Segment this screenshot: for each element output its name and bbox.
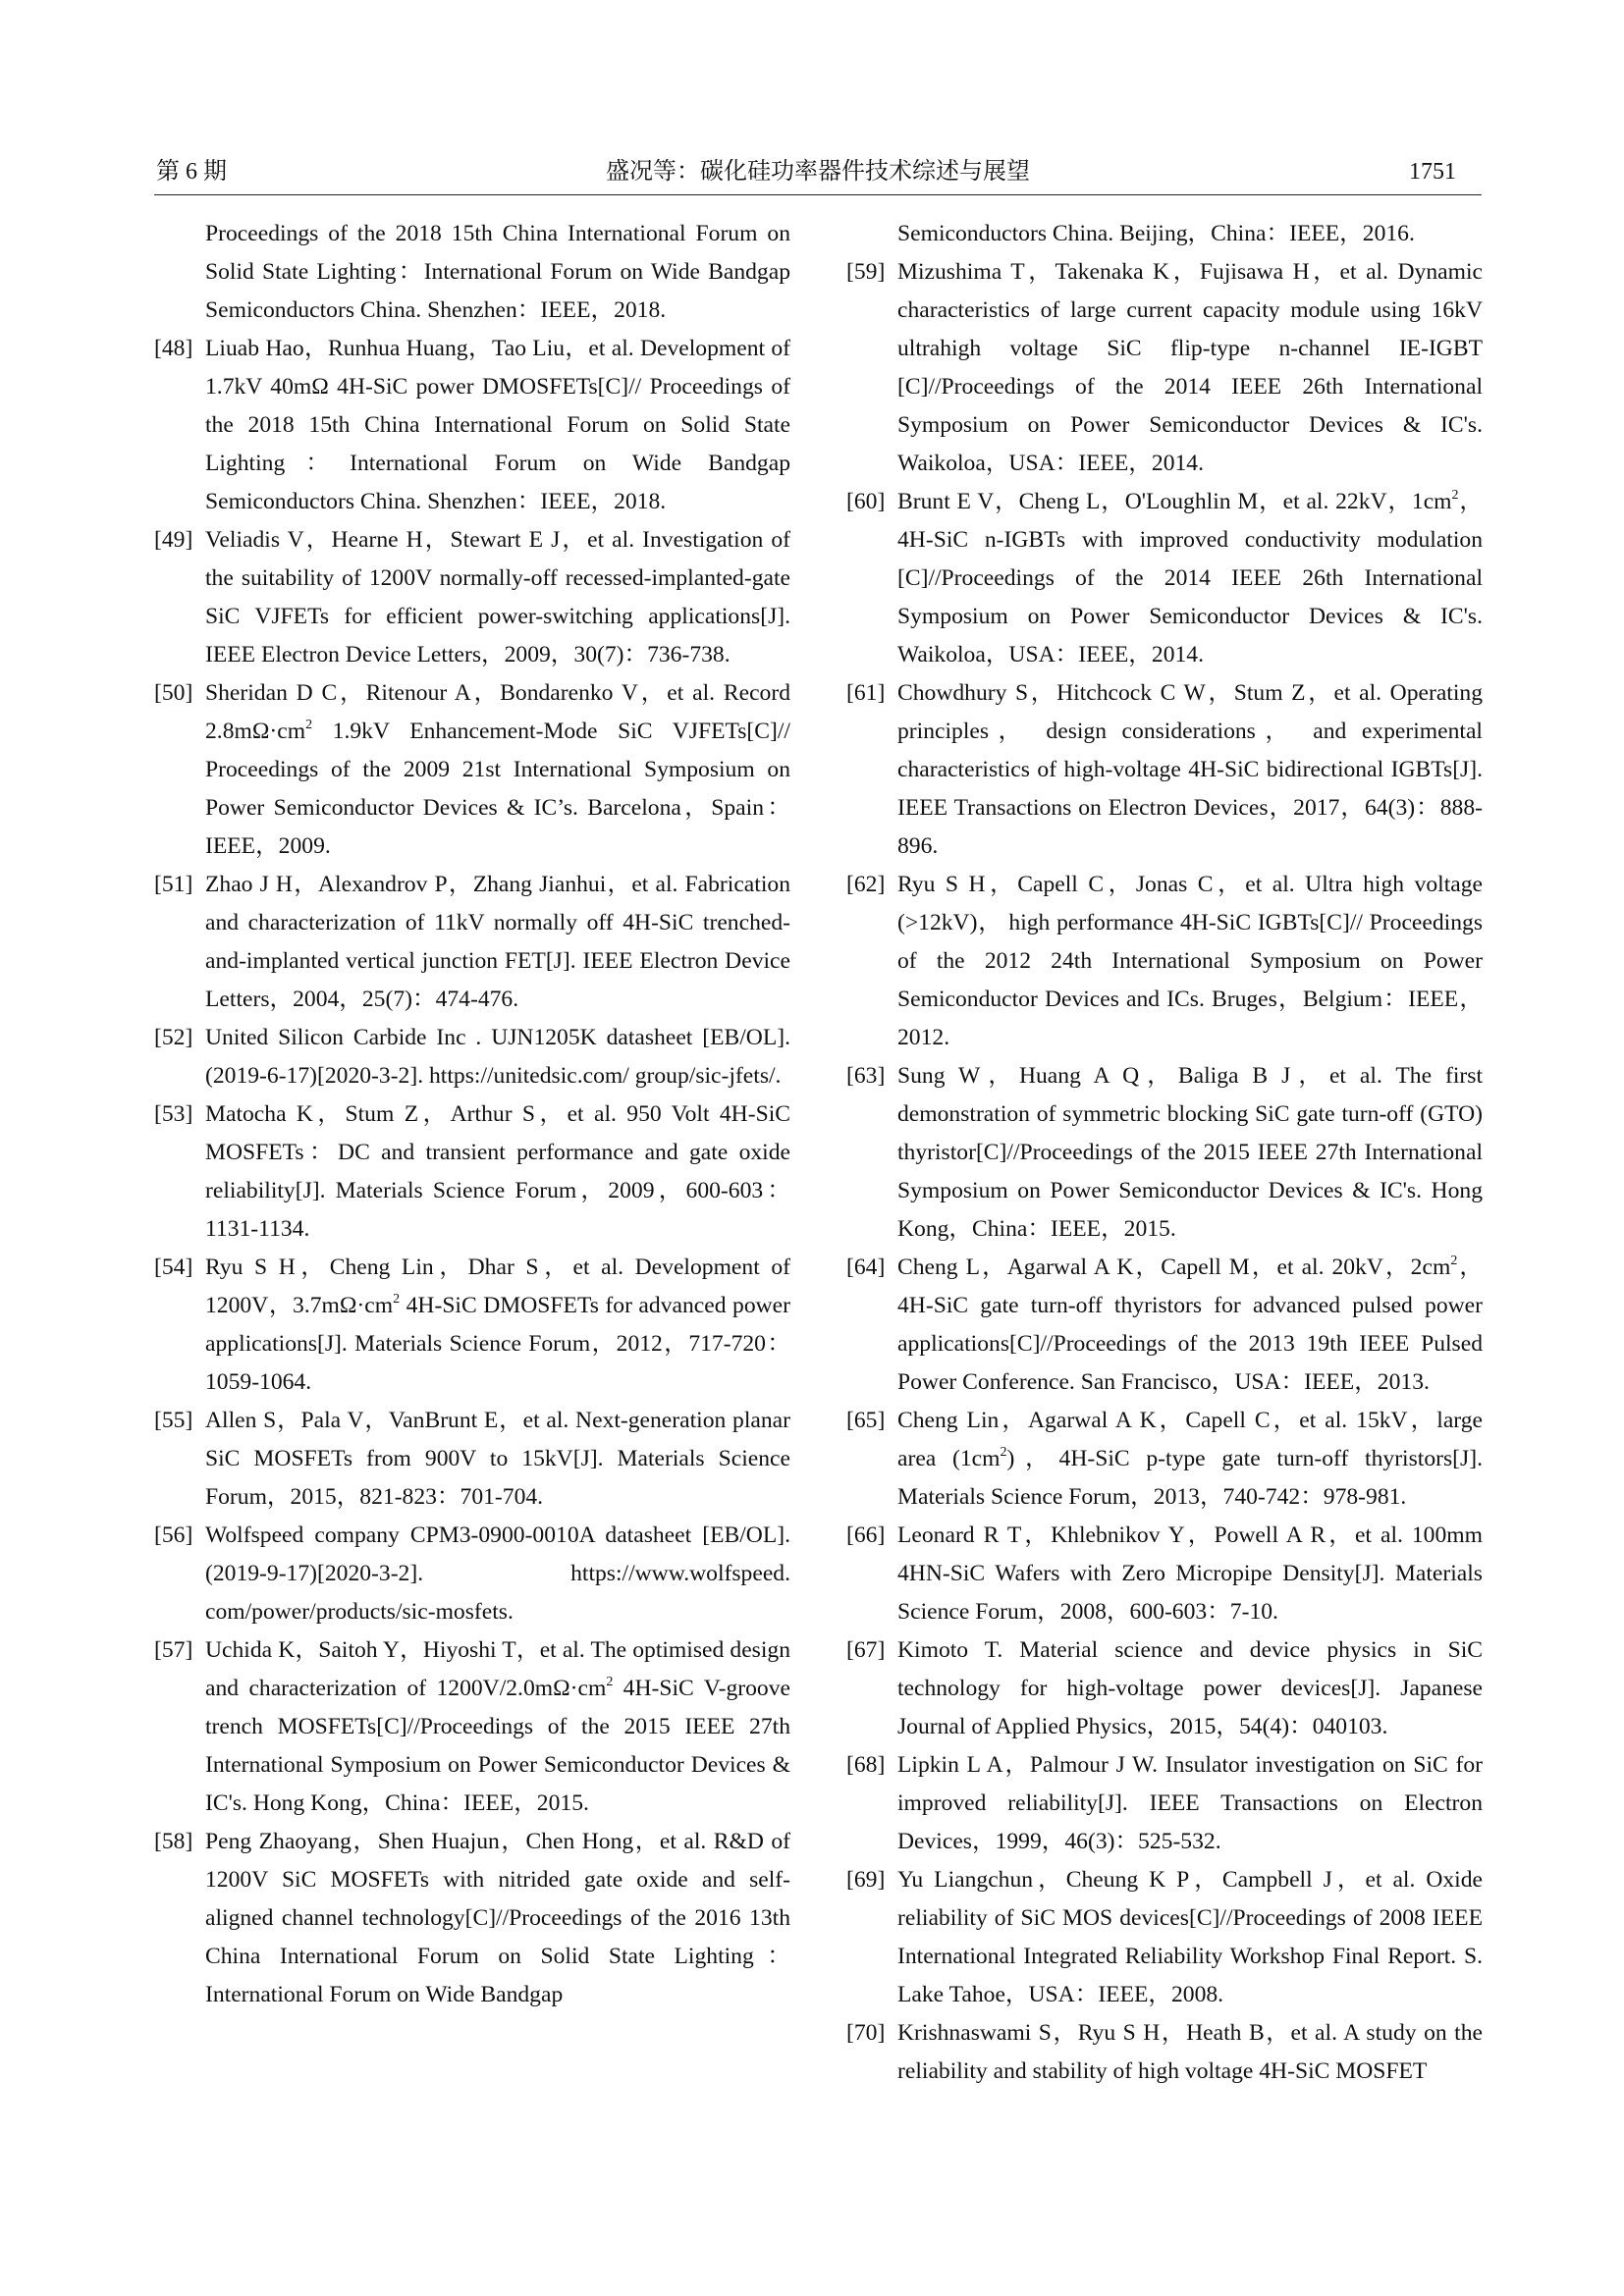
reference-entry: [154, 1095, 790, 1249]
reference-text: Semiconductors China. Beijing，China：IEEE，2016.: [897, 221, 1415, 246]
reference-number: [64]: [846, 1255, 886, 1280]
reference-text: Uchida K，Saitoh Y，Hiyoshi T，et al. The optimised design and characterization of $1200V/2.0m\Omega\cdot cm^2$ 4H-SiC V-groove trench MOSFETs[C]//Proceedings of the 2015 IEEE 27th International Symposium on Power Semiconductor Devices & IC's. Hong Kong，China：IEEE，2015.: [205, 1637, 790, 1816]
reference-text: Yu Liangchun，Cheung K P，Campbell J，et al. Oxide reliability of SiC MOS devices[C]//Proceedings of 2008 IEEE International Integrated Reliability Workshop Final Report. S. Lake Tahoe，USA：IEEE，2008.: [897, 1867, 1483, 2007]
reference-number: [53]: [154, 1101, 193, 1127]
left-reference-column: [154, 215, 790, 2014]
reference-entry: [846, 1746, 1483, 1861]
issue-label: 第 6 期: [156, 159, 227, 185]
reference-text: Mizushima T，Takenaka K，Fujisawa H，et al. Dynamic characteristics of large current capacity module using 16kV ultrahigh voltage SiC flip-type n-channel IE-IGBT [C]//Proceedings of the 2014 IEEE 26th International Symposium on Power Semiconductor Devices & IC's. Waikoloa，USA：IEEE，2014.: [897, 259, 1483, 476]
reference-text: Wolfspeed company CPM3-0900-0010A datasheet [EB/OL]. (2019-9-17)[2020-3-2]. https://www.wolfspeed. com/power/products/sic-mosfets.: [205, 1522, 790, 1625]
reference-entry: [154, 215, 790, 330]
reference-number: [66]: [846, 1522, 886, 1548]
reference-number: [70]: [846, 2020, 886, 2046]
reference-number: [67]: [846, 1637, 886, 1663]
reference-text: Sheridan D C，Ritenour A，Bondarenko V，et al. Record $2.8m\Omega\cdot cm^2$ 1.9kV Enhancement-Mode SiC VJFETs[C]// Proceedings of the 2009 21st International Symposium on Power Semiconductor Devices & IC’s. Barcelona，Spain：IEEE，2009.: [205, 680, 790, 859]
reference-entry: [846, 253, 1483, 483]
reference-text: Matocha K，Stum Z，Arthur S，et al. 950 Volt 4H-SiC MOSFETs：DC and transient performance and gate oxide reliability[J]. Materials Science Forum，2009，600-603：1131-1134.: [205, 1101, 790, 1242]
reference-text: Cheng Lin，Agarwal A K，Capell C，et al. 15kV，large area $(1cm^2)$，4H-SiC p-type gate turn-off thyristors[J]. Materials Science Forum，2013，740-742：978-981.: [897, 1408, 1483, 1510]
reference-entry: [846, 1861, 1483, 2014]
reference-entry: [846, 1057, 1483, 1249]
reference-entry: [846, 2014, 1483, 2091]
page-number: 1751: [1409, 159, 1456, 185]
reference-number: [58]: [154, 1829, 193, 1854]
reference-text: Peng Zhaoyang，Shen Huajun，Chen Hong，et al. R&D of 1200V SiC MOSFETs with nitrided gate oxide and self-aligned channel technology[C]//Proceedings of the 2016 13th China International Forum on Solid State Lighting：International Forum on Wide Bandgap: [205, 1829, 790, 2007]
reference-entry: [154, 1517, 790, 1631]
reference-number: [59]: [846, 259, 886, 285]
reference-text: Liuab Hao，Runhua Huang，Tao Liu，et al. Development of 1.7kV 40mΩ 4H-SiC power DMOSFETs[C]// Proceedings of the 2018 15th China International Forum on Solid State Lighting：International Forum on Wide Bandgap Semiconductors China. Shenzhen：IEEE，2018.: [205, 336, 790, 514]
reference-entry: [846, 1249, 1483, 1402]
running-header: [154, 157, 1482, 195]
reference-text: Lipkin L A，Palmour J W. Insulator investigation on SiC for improved reliability[J]. IEEE Transactions on Electron Devices，1999，46(3)：525-532.: [897, 1752, 1483, 1854]
reference-number: [49]: [154, 527, 193, 553]
reference-entry: [846, 483, 1483, 674]
reference-entry: [154, 866, 790, 1019]
reference-entry: [846, 215, 1483, 253]
reference-number: [61]: [846, 680, 886, 706]
running-title: 盛况等：碳化硅功率器件技术综述与展望: [606, 159, 1030, 185]
reference-number: [56]: [154, 1522, 193, 1548]
reference-text: Ryu S H，Cheng Lin，Dhar S，et al. Development of 1200V，$3.7m\Omega\cdot cm^2$ 4H-SiC DMOSFETs for advanced power applications[J]. Materials Science Forum，2012，717-720：1059-1064.: [205, 1255, 790, 1395]
reference-number: [68]: [846, 1752, 886, 1778]
reference-entry: [154, 330, 790, 521]
reference-text: Kimoto T. Material science and device physics in SiC technology for high-voltage power devices[J]. Japanese Journal of Applied Physics，2015，54(4)：040103.: [897, 1637, 1483, 1739]
reference-entry: [846, 1517, 1483, 1631]
reference-entry: [846, 674, 1483, 866]
reference-entry: [154, 1019, 790, 1095]
reference-number: [69]: [846, 1867, 886, 1893]
reference-text: Krishnaswami S，Ryu S H，Heath B，et al. A study on the reliability and stability of high voltage 4H-SiC MOSFET: [897, 2020, 1483, 2084]
right-reference-column: [846, 215, 1483, 2091]
reference-entry: [846, 866, 1483, 1057]
reference-text: Allen S，Pala V，VanBrunt E，et al. Next-generation planar SiC MOSFETs from 900V to 15kV[J]. Materials Science Forum，2015，821-823：701-704.: [205, 1408, 790, 1510]
reference-text: Leonard R T，Khlebnikov Y，Powell A R，et al. 100mm 4HN-SiC Wafers with Zero Micropipe Density[J]. Materials Science Forum，2008，600-603：7-10.: [897, 1522, 1483, 1625]
reference-number: [60]: [846, 489, 886, 514]
reference-entry: [154, 1823, 790, 2014]
reference-text: Veliadis V，Hearne H，Stewart E J，et al. Investigation of the suitability of 1200V normally-off recessed-implanted-gate SiC VJFETs for efficient power-switching applications[J]. IEEE Electron Device Letters，2009，30(7)：736-738.: [205, 527, 790, 667]
reference-number: [50]: [154, 680, 193, 706]
reference-number: [48]: [154, 336, 193, 361]
reference-entry: [154, 1631, 790, 1823]
reference-text: Zhao J H，Alexandrov P，Zhang Jianhui，et al. Fabrication and characterization of 11kV normally off 4H-SiC trenched-and-implanted vertical junction FET[J]. IEEE Electron Device Letters，2004，25(7)：474-476.: [205, 872, 790, 1012]
reference-text: Sung W，Huang A Q，Baliga B J，et al. The first demonstration of symmetric blocking SiC gate turn-off (GTO) thyristor[C]//Proceedings of the 2015 IEEE 27th International Symposium on Power Semiconductor Devices & IC's. Hong Kong，China：IEEE，2015.: [897, 1063, 1483, 1242]
reference-text: Cheng L，Agarwal A K，Capell M，et al. 20kV，$2cm^2$，4H-SiC gate turn-off thyristors for advanced pulsed power applications[C]//Proceedings of the 2013 19th IEEE Pulsed Power Conference. San Francisco，USA：IEEE，2013.: [897, 1254, 1483, 1395]
reference-number: [51]: [154, 872, 193, 897]
reference-text: United Silicon Carbide Inc . UJN1205K datasheet [EB/OL]. (2019-6-17)[2020-3-2]. https://unitedsic.com/ group/sic-jfets/.: [205, 1025, 790, 1089]
reference-number: [57]: [154, 1637, 193, 1663]
reference-entry: [846, 1631, 1483, 1746]
reference-number: [52]: [154, 1025, 193, 1050]
reference-text: Ryu S H，Capell C，Jonas C，et al. Ultra high voltage (>12kV)， high performance 4H-SiC IGBTs[C]// Proceedings of the 2012 24th International Symposium on Power Semiconductor Devices and ICs. Bruges，Belgium：IEEE，2012.: [897, 872, 1483, 1050]
reference-number: [62]: [846, 872, 886, 897]
reference-entry: [154, 1249, 790, 1402]
reference-text: Proceedings of the 2018 15th China International Forum on Solid State Lighting：International Forum on Wide Bandgap Semiconductors China. Shenzhen：IEEE，2018.: [205, 221, 790, 323]
reference-entry: [846, 1402, 1483, 1517]
reference-number: [65]: [846, 1408, 886, 1433]
reference-number: [55]: [154, 1408, 193, 1433]
reference-number: [54]: [154, 1255, 193, 1280]
reference-text: Chowdhury S，Hitchcock C W，Stum Z，et al. Operating principles， design considerations， and experimental characteristics of high-voltage 4H-SiC bidirectional IGBTs[J]. IEEE Transactions on Electron Devices，2017，64(3)：888-896.: [897, 680, 1483, 859]
reference-entry: [154, 674, 790, 866]
reference-text: Brunt E V，Cheng L，O'Loughlin M，et al. 22kV，$1cm^2$，4H-SiC n-IGBTs with improved conductivity modulation [C]//Proceedings of the 2014 IEEE 26th International Symposium on Power Semiconductor Devices & IC's. Waikoloa，USA：IEEE，2014.: [897, 488, 1483, 667]
reference-entry: [154, 1402, 790, 1517]
reference-entry: [154, 521, 790, 674]
reference-number: [63]: [846, 1063, 886, 1089]
